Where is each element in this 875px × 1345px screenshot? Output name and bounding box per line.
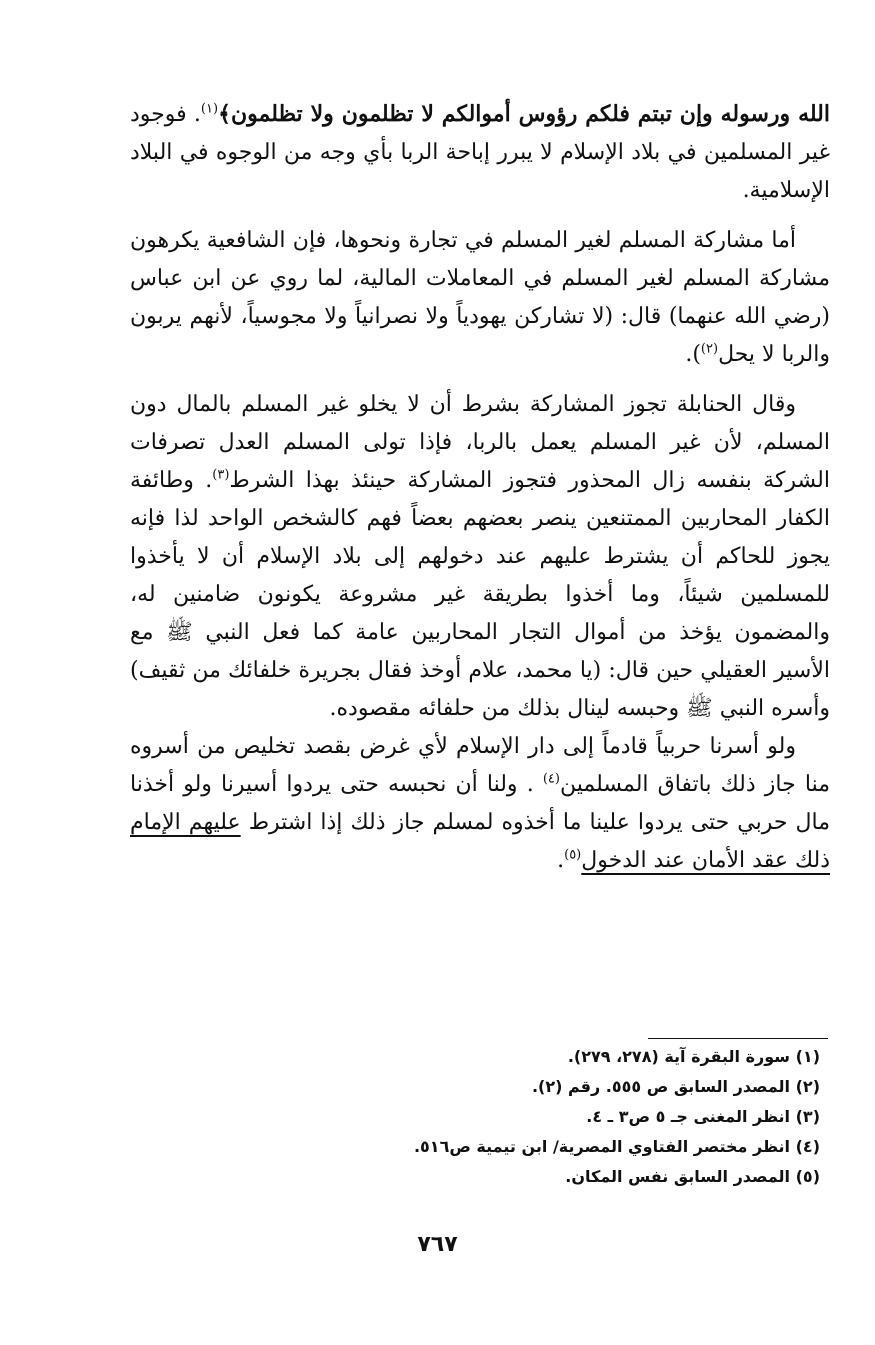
paragraph-4-text2: . ولنا أن نحبسه حتى يردوا أسيرنا ولو أخذنا مال حربي حتى يردوا علينا ما أخذوه لمسلم جاز ذلك إذا اشترط <box>130 772 831 835</box>
verse-bracket: ﴾ <box>218 101 231 127</box>
footnote-5: (٥) المصدر السابق نفس المكان. <box>565 1167 820 1186</box>
paragraph-2-text: أما مشاركة المسلم لغير المسلم في تجارة ونحوها، فإن الشافعية يكرهون مشاركة المسلم لغير المسلم في المعاملات المالية، لما روي عن ابن عباس (رضي الله عنهما) قال: (لا تشاركن يهودياً ولا نصرانياً ولا مجوسياً، لأنهم يربون والربا لا يحل <box>130 228 830 367</box>
footnote-2: (٢) المصدر السابق ص ٥٥٥. رقم (٢). <box>531 1077 820 1096</box>
underlined-phrase: عليهم الإمام ذلك عقد الأمان عند الدخول <box>130 810 830 873</box>
paragraph-3-text: وقال الحنابلة تجوز المشاركة بشرط أن لا يخلو غير المسلم بالمال دون المسلم، لأن غير المسلم يعمل بالربا، فإذا تولى المسلم العدل تصرفات الشركة بنفسه زال المحذور فتجوز المشاركة حينئذ بهذا الشرط <box>130 392 831 493</box>
paragraph-2-tail: ). <box>685 342 701 367</box>
footnote-3: (٣) انظر المغنى جـ ٥ ص٣ ـ ٤. <box>586 1107 820 1126</box>
footnote-ref-5: (٥) <box>564 847 582 863</box>
paragraph-4 <box>130 728 830 880</box>
footnotes <box>330 1042 820 1192</box>
main-text <box>130 95 830 880</box>
paragraph-4-tail: . <box>557 848 565 873</box>
paragraph-1-text: . فوجود غير المسلمين في بلاد الإسلام لا يبرر إباحة الربا بأي وجه من الوجوه في البلاد الإسلامية. <box>130 102 830 203</box>
footnote-ref-1: (١) <box>200 101 219 117</box>
footnote-4: (٤) انظر مختصر الفتاوي المصرية/ ابن تيمية ص٥١٦. <box>413 1137 820 1156</box>
paragraph-1 <box>130 95 830 210</box>
paragraph-4-text: ولو أسرنا حربياً قادماً إلى دار الإسلام لأي غرض بقصد تخليص من أسروه منا جاز ذلك باتفاق المسلمين <box>130 734 830 797</box>
footnote-divider <box>648 1038 828 1039</box>
paragraph-2 <box>130 222 830 374</box>
footnote-1: (١) سورة البقرة آية (٢٧٨، ٢٧٩). <box>567 1047 820 1066</box>
paragraph-3-tail: . وطائفة الكفار المحاربين الممتنعين ينصر بعضهم بعضاً فهم كالشخص الواحد لذا فإنه يجوز للحاكم أن يشترط عليهم عند دخولهم إلى بلاد الإسلام أن لا يأخذوا للمسلمين شيئاً، وما أخذوا بطريقة غير مشروعة يكونون ضامنين له، والمضمون يؤخذ من أموال التجار المحاربين عامة كما فعل النبي ﷺ مع الأسير العقيلي حين قال: (يا محمد، علام أوخذ فقال بجريرة خلفائك من ثقيف) وأسره النبي ﷺ وحبسه لينال بذلك من حلفائه مقصوده. <box>130 468 830 721</box>
quran-verse: الله ورسوله وإن تبتم فلكم رؤوس أموالكم لا تظلمون ولا تظلمون <box>230 101 830 127</box>
paragraph-3 <box>130 386 830 728</box>
page-number: ٧٦٧ <box>417 1232 458 1257</box>
footnote-ref-4: (٤) <box>542 771 560 787</box>
footnote-ref-2: (٢) <box>700 341 719 357</box>
footnote-ref-3: (٣) <box>212 467 230 483</box>
